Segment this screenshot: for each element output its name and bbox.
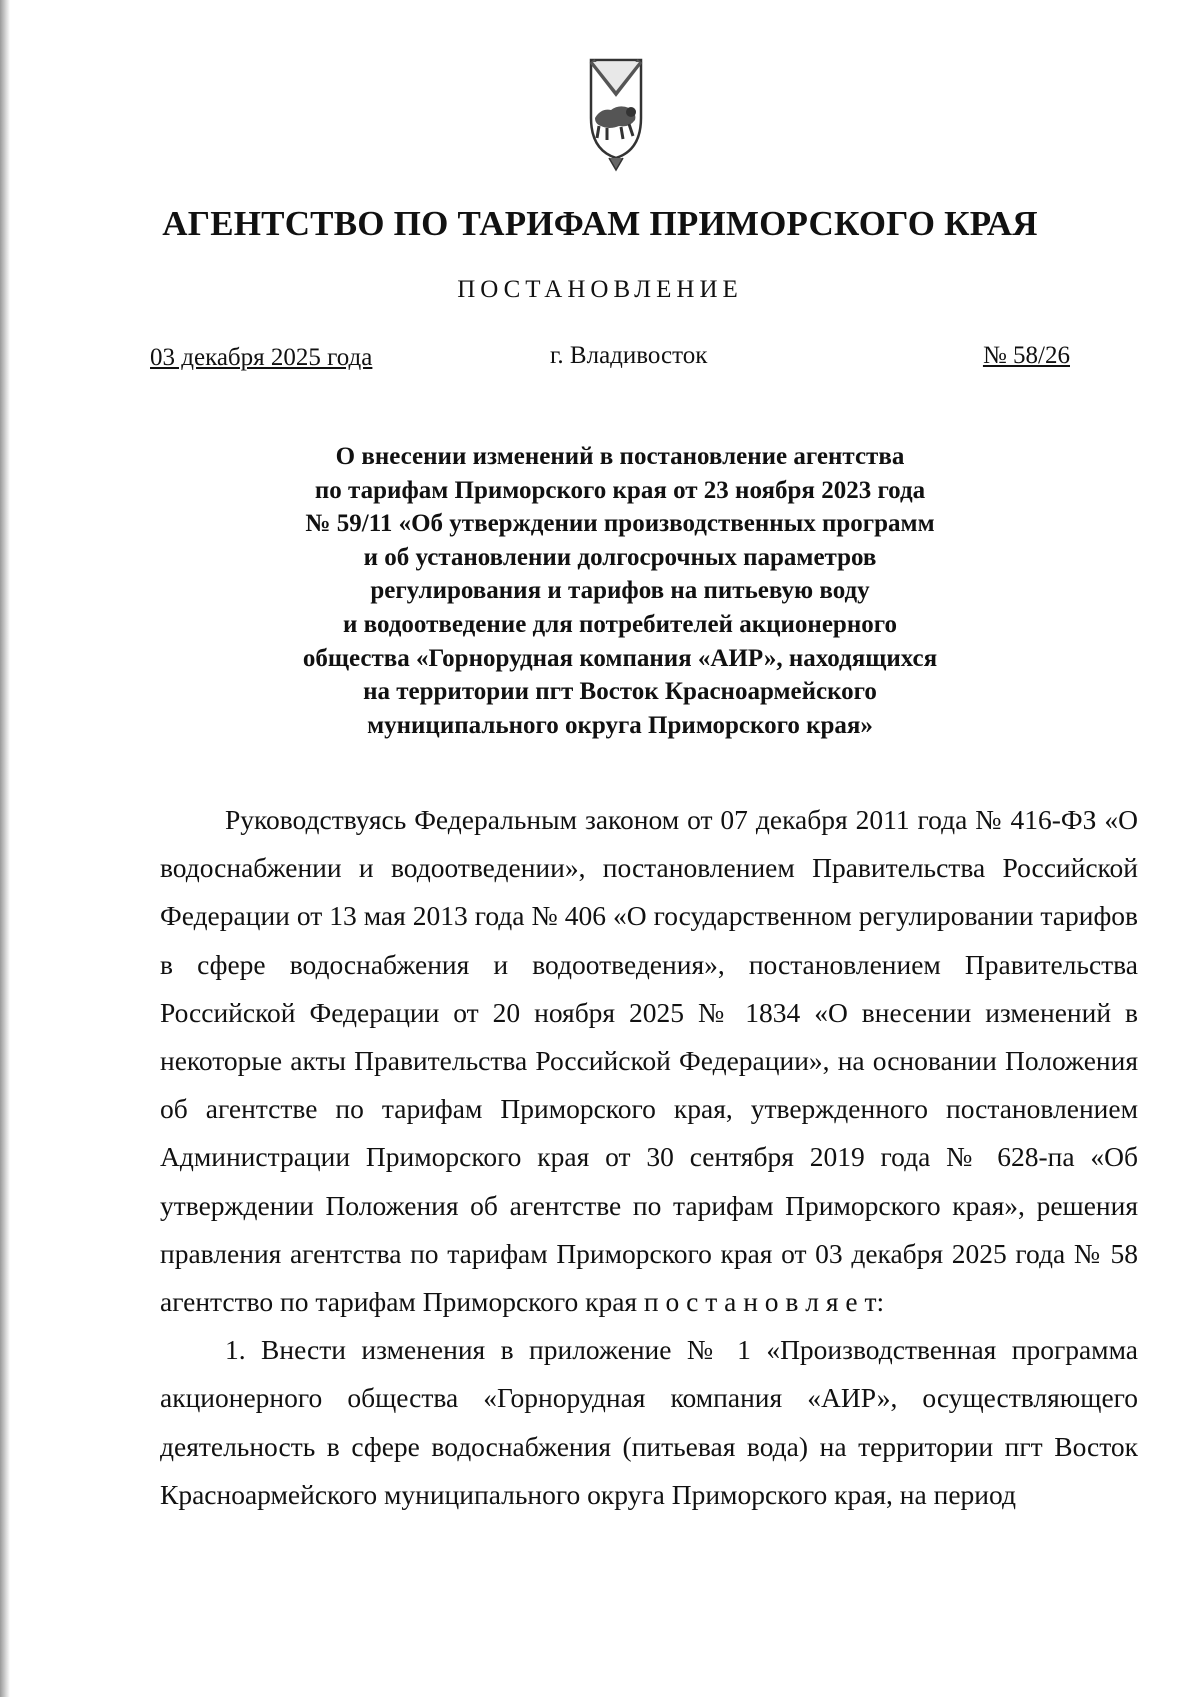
title-line: на территории пгт Восток Красноармейского bbox=[363, 678, 877, 706]
document-type: ПОСТАНОВЛЕНИЕ bbox=[457, 276, 743, 303]
document-body bbox=[160, 796, 1138, 1519]
document-title bbox=[240, 440, 1000, 742]
agency-name: АГЕНТСТВО ПО ТАРИФАМ ПРИМОРСКОГО КРАЯ bbox=[162, 204, 1038, 243]
title-line: муниципального округа Приморского края» bbox=[367, 711, 873, 739]
item-1-paragraph: 1. Внести изменения в приложение № 1 «Производственная программа акционерного общества «Горнорудная компания «АИР», осуществляющего деятельность в сфере водоснабжения (питьевая вода) на территории пгт Восток Красноармейского муниципального округа Приморского края, на период bbox=[160, 1334, 1138, 1510]
title-line: О внесении изменений в постановление агентства bbox=[335, 443, 905, 470]
scan-edge-shadow bbox=[0, 0, 10, 1697]
title-line: № 59/11 «Об утверждении производственных программ bbox=[305, 510, 935, 538]
title-line: общества «Горнорудная компания «АИР», находящихся bbox=[302, 644, 938, 672]
title-line: и водоотведение для потребителей акционерного bbox=[343, 610, 897, 638]
title-line: регулирования и тарифов на питьевую воду bbox=[370, 577, 870, 605]
coat-of-arms-emblem bbox=[583, 58, 649, 172]
title-line: по тарифам Приморского края от 23 ноября 2023 года bbox=[314, 476, 926, 504]
title-line: и об установлении долгосрочных параметров bbox=[363, 543, 877, 571]
document-date: 03 декабря 2025 года bbox=[150, 344, 373, 371]
document-number: № 58/26 bbox=[982, 342, 1070, 369]
preamble-paragraph: Руководствуясь Федеральным законом от 07 декабря 2011 года № 416-ФЗ «О водоснабжении и водоотведении», постановлением Правительства Российской Федерации от 13 мая 2013 года № 406 «О государственном регулировании тарифов в сфере водоснабжения и водоотведения», постановлением Правительства Российской Федерации от 20 ноября 2025 № 1834 «О внесении изменений в некоторые акты Правительства Российской Федерации», на основании Положения об агентстве по тарифам Приморского края, утвержденного постановлением Администрации Приморского края от 30 сентября 2019 года № 628-па «Об утверждении Положения об агентстве по тарифам Приморского края», решения правления агентства по тарифам Приморского края от 03 декабря 2025 года № 58 агентство по тарифам Приморского края п о с т а н о в л я е т: bbox=[160, 804, 1138, 1318]
document-city: г. Владивосток bbox=[550, 342, 708, 369]
